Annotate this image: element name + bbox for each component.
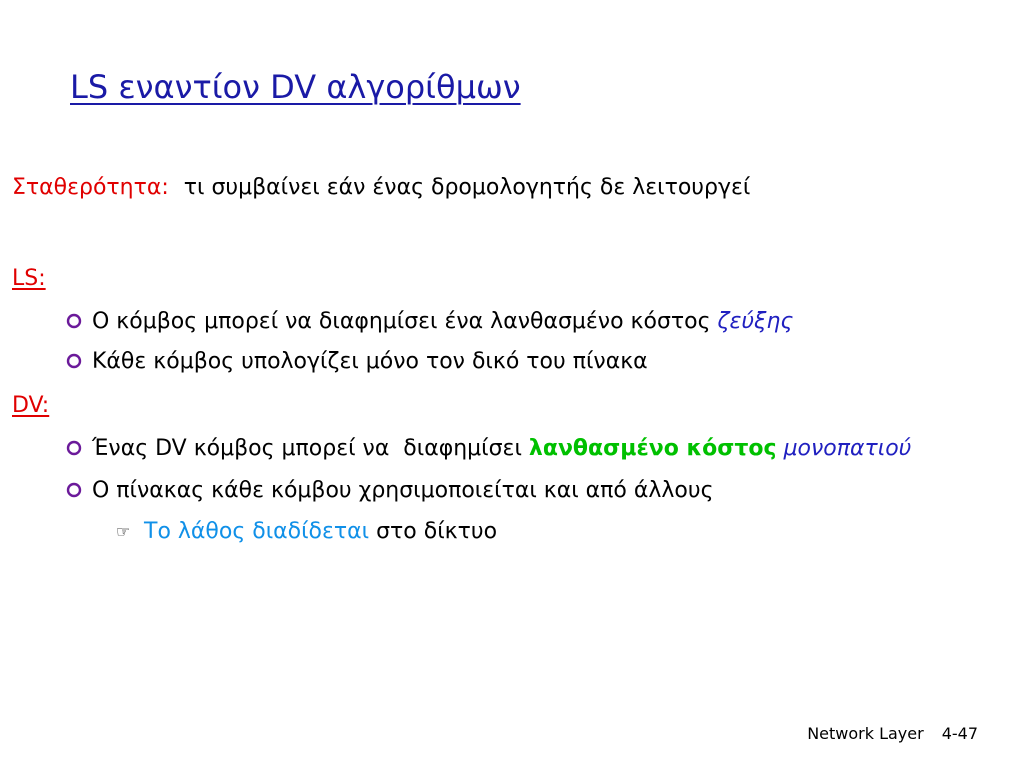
- stability-line: [12, 174, 750, 202]
- hollow-circle-bullet-icon: [66, 482, 82, 498]
- dv-bullet-2: [66, 477, 714, 505]
- dv-bullet-1-bold: λανθασμένο κόστος: [528, 436, 777, 461]
- pointing-hand-icon: ☞: [115, 522, 131, 541]
- slide-footer: [807, 724, 978, 743]
- ls-bullet-1-emphasis: ζεύξης: [717, 309, 794, 334]
- ls-heading: LS:: [12, 266, 46, 291]
- dv-sub-bullet-highlight: Το λάθος διαδίδεται: [144, 519, 370, 544]
- ls-bullet-2-text: Κάθε κόμβος υπολογίζει μόνο τον δικό του πίνακα: [92, 349, 648, 374]
- dv-sub-bullet: [112, 518, 497, 546]
- slide-title: LS εναντίον DV αλγορίθμων: [70, 68, 521, 106]
- dv-bullet-1-emphasis: μονοπατιού: [783, 436, 912, 461]
- hollow-circle-bullet-icon: [66, 440, 82, 456]
- ls-bullet-1: [66, 308, 793, 336]
- dv-sub-bullet-text: στο δίκτυο: [376, 519, 498, 544]
- dv-bullet-2-text: Ο πίνακας κάθε κόμβου χρησιμοποιείται και από άλλους: [92, 478, 714, 503]
- ls-bullet-2: [66, 348, 648, 376]
- stability-text: τι συμβαίνει εάν ένας δρομολογητής δε λειτουργεί: [183, 175, 751, 200]
- footer-page-number: 4-47: [941, 724, 978, 743]
- stability-label: Σταθερότητα:: [12, 175, 169, 200]
- dv-heading: DV:: [12, 393, 50, 418]
- footer-section: Network Layer: [807, 724, 924, 743]
- hollow-circle-bullet-icon: [66, 353, 82, 369]
- dv-bullet-1: [66, 435, 911, 463]
- hollow-circle-bullet-icon: [66, 313, 82, 329]
- ls-bullet-1-text: Ο κόμβος μπορεί να διαφημίσει ένα λανθασμένο κόστος: [92, 309, 711, 334]
- dv-bullet-1-text: Ένας DV κόμβος μπορεί να διαφημίσει: [92, 436, 522, 461]
